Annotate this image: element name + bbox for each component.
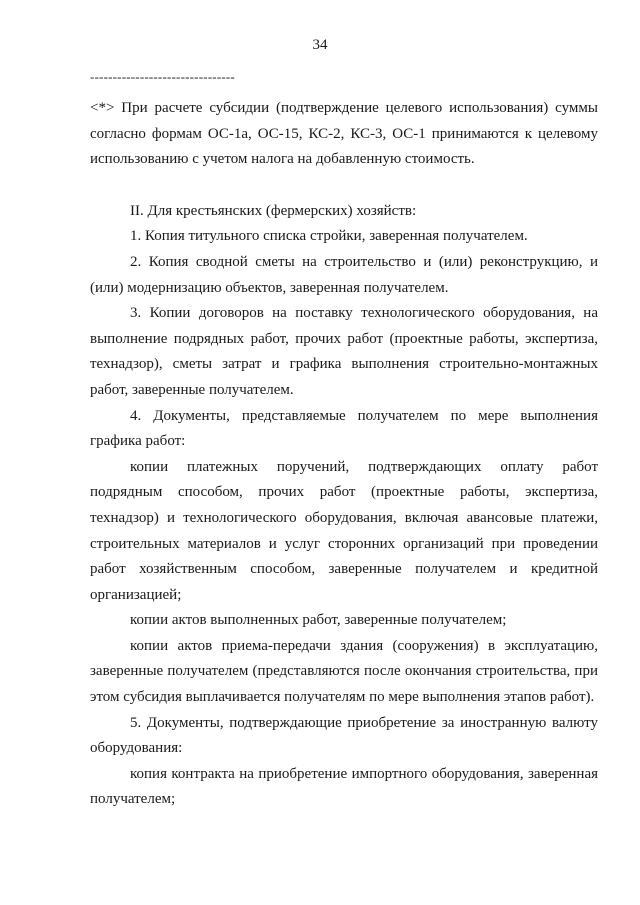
paragraph-payment-orders: копии платежных поручений, подтверждающих оплату работ подрядным способом, прочих работ (проектные работы, экспертиза, технадзор) и технологического оборудования, включая авансовые платежи, строительных материалов и услуг сторонних организаций при проведении работ хозяйственным способом, заверенные получателем и кредитной организацией;	[90, 458, 598, 603]
paragraph-work-acts: копии актов выполненных работ, заверенные получателем;	[130, 612, 507, 629]
footnote-rule: --------------------------------	[90, 70, 235, 84]
document-body	[90, 70, 598, 813]
section-heading: II. Для крестьянских (фермерских) хозяйств:	[130, 202, 417, 219]
paragraph-4: 4. Документы, представляемые получателем по мере выполнения графика работ:	[90, 407, 598, 450]
paragraph-contract-copy: копия контракта на приобретение импортного оборудования, заверенная получателем;	[90, 765, 598, 808]
paragraph-acceptance-acts: копии актов приема-передачи здания (сооружения) в эксплуатацию, заверенные получателем (представляются после окончания строительства, при этом субсидия выплачивается получателям по мере выполнения этапов работ).	[90, 637, 598, 706]
footnote: <*> При расчете субсидии (подтверждение целевого использования) суммы согласно формам ОС-1а, ОС-15, КС-2, КС-3, ОС-1 принимаются к целевому использованию с учетом налога на добавленную стоимость.	[90, 100, 598, 168]
paragraph-5: 5. Документы, подтверждающие приобретение за иностранную валюту оборудования:	[90, 714, 598, 757]
paragraph-2: 2. Копия сводной сметы на строительство и (или) реконструкцию, и (или) модернизацию объектов, заверенная получателем.	[90, 253, 598, 296]
paragraph-3: 3. Копии договоров на поставку технологического оборудования, на выполнение подрядных работ, прочих работ (проектные работы, экспертиза, технадзор), сметы затрат и графика выполнения строительно-монтажных работ, заверенные получателем.	[90, 305, 598, 398]
spacer	[90, 173, 598, 199]
page-number: 34	[312, 37, 328, 53]
paragraph-1: 1. Копия титульного списка стройки, заверенная получателем.	[130, 228, 528, 245]
